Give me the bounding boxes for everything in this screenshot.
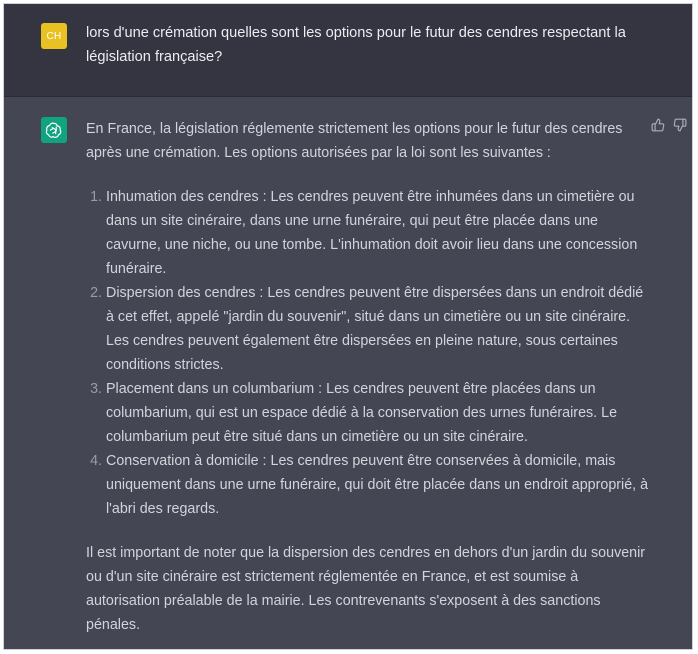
answer-intro: En France, la législation réglemente strictement les options pour le futur des cendres après une crémation. Les options autorisées par la loi sont les suivantes : xyxy=(86,121,623,161)
openai-logo-icon xyxy=(45,121,63,139)
feedback-buttons xyxy=(651,118,687,132)
assistant-avatar xyxy=(41,117,67,143)
list-item: 2. Dispersion des cendres : Les cendres peuvent être dispersées dans un endroit dédié à cet effet, appelé "jardin du souvenir", situé dans un cimetière ou un site cinéraire. Les cendres peuvent également être dispersées en pleine nature, sous certaines conditions strictes. xyxy=(106,281,654,377)
chat-window xyxy=(3,3,693,650)
options-list xyxy=(86,185,654,521)
list-item: 1. Inhumation des cendres : Les cendres peuvent être inhumées dans un cimetière ou dans un site cinéraire, dans une urne funéraire, qui peut être placée dans une cavurne, une niche, ou une tombe. L'inhumation doit avoir lieu dans une concession funéraire. xyxy=(106,185,654,281)
thumbs-down-icon xyxy=(673,118,687,132)
thumbs-down-button[interactable] xyxy=(673,118,687,132)
list-item: 3. Placement dans un columbarium : Les cendres peuvent être placées dans un columbarium, qui est un espace dédié à la conservation des urnes funéraires. Le columbarium peut être situé dans un cimetière ou un site cinéraire. xyxy=(106,377,654,449)
thumbs-up-button[interactable] xyxy=(651,118,665,132)
user-avatar: CH xyxy=(41,23,67,49)
answer-conclusion: Il est important de noter que la dispersion des cendres en dehors d'un jardin du souvenir ou d'un site cinéraire est strictement réglementée en France, et est soumise à autorisation préalable de la mairie. Les contrevenants s'exposent à des sanctions pénales. xyxy=(86,545,646,633)
assistant-message xyxy=(4,96,692,650)
assistant-answer xyxy=(86,117,654,637)
user-message xyxy=(4,4,692,97)
thumbs-up-icon xyxy=(651,118,665,132)
list-item: 4. Conservation à domicile : Les cendres peuvent être conservées à domicile, mais uniquement dans une urne funéraire, qui doit être placée dans un endroit approprié, à l'abri des regards. xyxy=(106,449,654,521)
user-message-text: lors d'une crémation quelles sont les options pour le futur des cendres respectant la législation française? xyxy=(86,25,626,65)
